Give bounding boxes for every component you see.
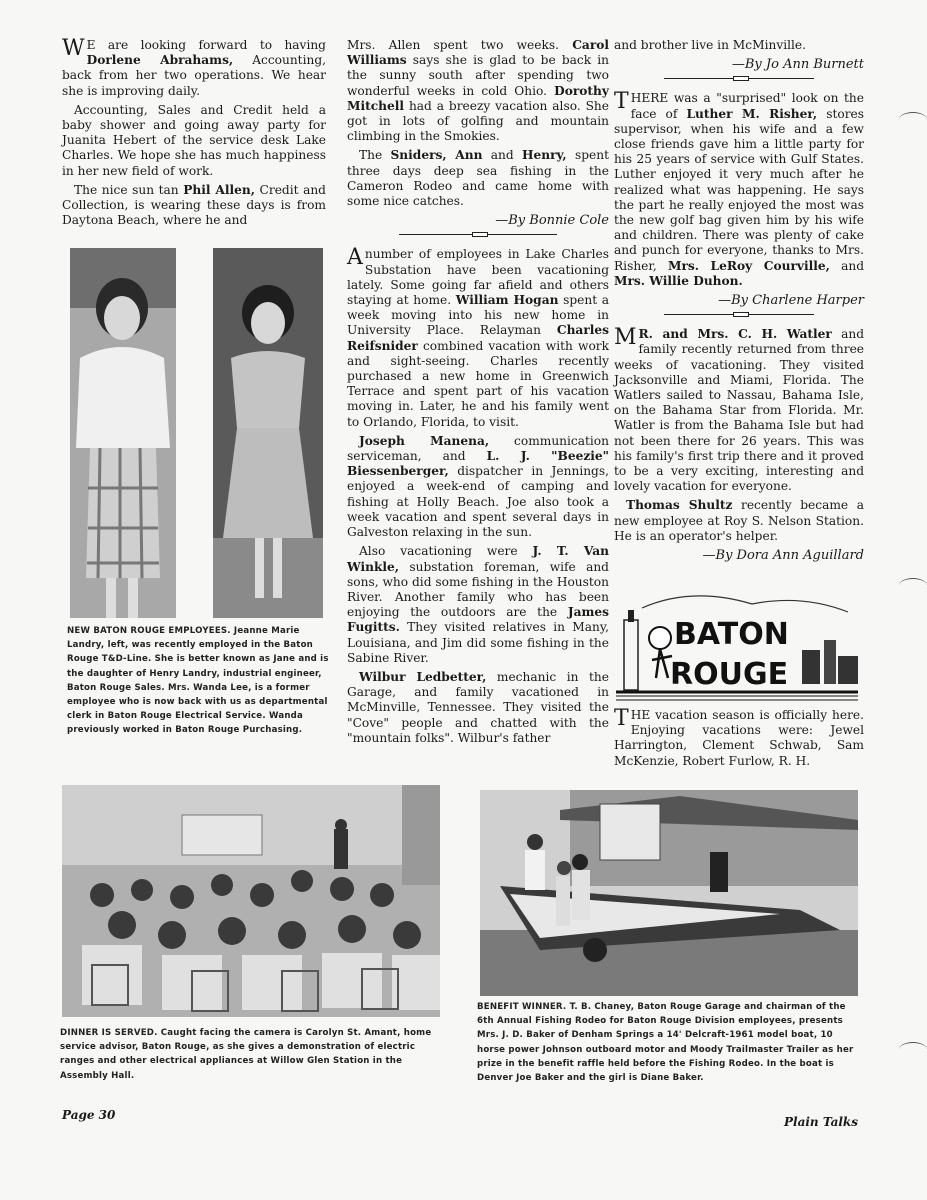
column-2-text bbox=[347, 38, 609, 750]
drop-cap: T bbox=[614, 706, 629, 731]
drop-cap: T bbox=[614, 89, 629, 115]
author-byline: —By Bonnie Cole bbox=[495, 213, 609, 229]
drop-cap: M bbox=[614, 325, 637, 351]
photo-wanda-lee bbox=[213, 248, 323, 618]
photo-dinner-served bbox=[62, 785, 440, 1017]
author-byline: —By Dora Ann Aguillard bbox=[702, 548, 864, 564]
article-paragraph: M R. and Mrs. C. H. Watler and family recently returned from three weeks of vacationing. They visited Jacksonville and Miami, Florida. The Watlers sailed to Nassau, Bahama Isle, on the Bahama Star from Florida. Mr. Watler is from the Bahama Isle but had not been there for 26 years. This was his family's first trip there and it proved to be a very exciting, interesting and lovely vacation for everyone. bbox=[614, 325, 864, 494]
column-3-continued bbox=[614, 708, 864, 773]
article-paragraph: Accounting, Sales and Credit held a baby shower and going away party for Juanita Hebert of the service desk Lake Charles. We hope she has much happiness in her new field of work. bbox=[62, 102, 326, 178]
article-paragraph: A number of employees in Lake Charles Substation have been vacationing lately. Some going far afield and others staying at home. William Hogan spent a week moving into his new home in University Place. Relayman Charles Reifsnider combined vacation with work and sight-seeing. Charles recently purchased a new home in Greenwich Terrace and spent part of his vacation moving in. Later, he and his family went to Orlando, Florida, to visit. bbox=[347, 245, 610, 429]
article-paragraph: The Sniders, Ann and Henry, spent three days deep sea fishing in the Cameron Rodeo and came home with some nice catches. bbox=[347, 148, 610, 209]
baton-rouge-logo bbox=[612, 590, 862, 702]
author-byline: —By Charlene Harper bbox=[718, 293, 864, 309]
column-3-text bbox=[614, 38, 864, 567]
drop-cap: W bbox=[62, 36, 85, 61]
page-number: Page 30 bbox=[62, 1108, 116, 1122]
svg-text:ROUGE: ROUGE bbox=[670, 657, 789, 692]
article-paragraph: Wilbur Ledbetter, mechanic in the Garage, and family vacationed in McMinville, Tennessee. They visited the "Cove" people and chatted with the "mountain folks". Wilbur's father bbox=[347, 669, 609, 745]
margin-mark bbox=[899, 578, 927, 593]
margin-mark bbox=[899, 1042, 927, 1057]
article-paragraph: W E are looking forward to having Dorlene Abrahams, Accounting, back from her two operations. We hear she is improving daily. bbox=[62, 36, 327, 98]
article-paragraph: Also vacationing were J. T. Van Winkle, substation foreman, wife and sons, who did some fishing in the Houston River. Another family who has been enjoying the outdoors are the James Fugitts. They visited relatives in Many, Louisiana, and Jim did some fishing in the Sabine River. bbox=[347, 544, 609, 665]
publication-name: Plain Talks bbox=[784, 1115, 859, 1129]
article-paragraph: Mrs. Allen spent two weeks. Carol Williams says she is glad to be back in the sunny south after spending two wonderful weeks in cold Ohio. Dorothy Mitchell had a breezy vacation also. She got in lots of golfing and mountain climbing in the Smokies. bbox=[347, 38, 609, 144]
photo-benefit-winner bbox=[480, 790, 858, 996]
section-divider bbox=[664, 78, 814, 83]
section-divider bbox=[399, 234, 556, 239]
drop-cap: A bbox=[347, 245, 363, 271]
article-paragraph: Thomas Shultz recently became a new employee at Roy S. Nelson Station. He is an operator's helper. bbox=[614, 498, 864, 543]
svg-text:BATON: BATON bbox=[674, 617, 789, 652]
article-paragraph: and brother live in McMinville. bbox=[614, 38, 807, 52]
column-1-text bbox=[62, 38, 326, 232]
margin-mark bbox=[899, 112, 927, 127]
photo-jeanne-landry bbox=[70, 248, 176, 618]
article-paragraph: The nice sun tan Phil Allen, Credit and Collection, is wearing these days is from Daytona Beach, where he and bbox=[62, 182, 326, 228]
photo-caption-new-employees: NEW BATON ROUGE EMPLOYEES. Jeanne Marie Landry, left, was recently employed in the Baton Rouge T&D-Line. She is better known as Jane and is the daughter of Henry Landry, industrial engineer, Baton Rouge Sales. Mrs. Wanda Lee, is a former employee who is now back with us as departmental clerk in Baton Rouge Electrical Service. Wanda previously worked in Baton Rouge Purchasing. bbox=[67, 626, 329, 736]
article-paragraph: Joseph Manena, communication serviceman, and L. J. "Beezie" Biessenberger, dispatcher in Jennings, enjoyed a week-end of camping and fishing at Holly Beach. Joe also took a week vacation and spent several days in Galveston relaxing in the sun. bbox=[347, 433, 609, 540]
section-divider bbox=[664, 314, 814, 319]
photo-caption-dinner: DINNER IS SERVED. Caught facing the camera is Carolyn St. Amant, home service advisor, Baton Rouge, as she gives a demonstration of electric ranges and other electrical appliances at Willow Glen Station in the Assembly Hall. bbox=[60, 1028, 432, 1081]
author-byline: —By Jo Ann Burnett bbox=[731, 57, 864, 73]
article-paragraph: THE vacation season is officially here. Enjoying vacations were: Jewel Harrington, Clement Schwab, Sam McKenzie, Robert Furlow, R. H. bbox=[614, 706, 864, 768]
photo-caption-benefit: BENEFIT WINNER. T. B. Chaney, Baton Rouge Garage and chairman of the 6th Annual Fishing Rodeo for Baton Rouge Division employees, presents Mrs. J. D. Baker of Denham Springs a 14' Delcraft-1961 model boat, 10 horse power Johnson outboard motor and Moody Trailmaster Trailer as her prize in the benefit raffle held before the Fishing Rodeo. In the boat is Denver Joe Baker and the girl is Diane Baker. bbox=[477, 1002, 854, 1084]
article-paragraph: THERE was a "surprised" look on the face of Luther M. Risher, stores supervisor, when his wife and a few close friends gave him a little party for his 25 years of service with Gulf States. Luther enjoyed it very much after he realized what was happening. He says the part he really enjoyed the most was the new golf bag given him by his wife and children. There was plenty of cake and punch for everyone, thanks to Mrs. Risher, Mrs. LeRoy Courville, and Mrs. Willie Duhon. bbox=[614, 89, 865, 288]
